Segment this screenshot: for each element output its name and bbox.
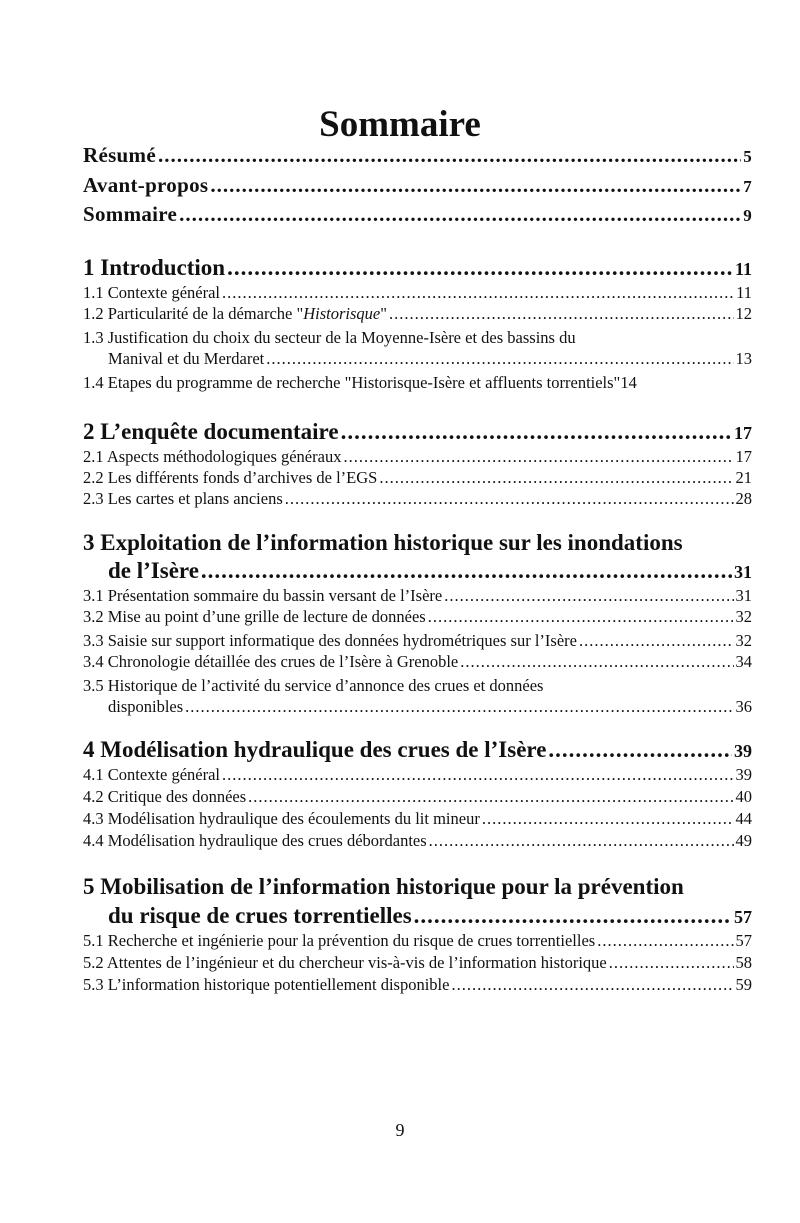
dot-leader [201,556,732,586]
toc-entry-title: 2.1 Aspects méthodologiques généraux [83,446,342,466]
dot-leader [482,808,734,829]
toc-entry-page: 57 [734,907,752,927]
toc-entry-page: 39 [735,764,752,784]
toc-entry-title: 4.1 Contexte général [83,764,220,784]
toc-entry-title: 4.2 Critique des données [83,786,247,806]
toc-entry-title: 5.3 L’information historique potentiellement disponible [83,974,450,994]
dot-leader [548,735,732,765]
toc-entry-page: 14 [620,372,637,392]
dot-leader [222,764,734,785]
dot-leader [451,974,733,995]
dot-leader [428,606,734,627]
dot-leader [227,253,733,283]
toc-entry[interactable] [83,675,752,696]
page-number: 9 [395,1120,405,1140]
dot-leader [343,446,733,467]
dot-leader [341,417,732,447]
dot-leader [444,585,733,606]
toc-entry-title: 3.3 Saisie sur support informatique des données hydrométriques sur l’Isère [83,630,577,650]
dot-leader [285,488,734,509]
toc-entry[interactable] [83,528,752,558]
toc-entry-title: Manival et du Merdaret [108,348,265,368]
toc-entry[interactable] [83,467,752,488]
toc-entry-title: 2 L’enquête documentaire [83,419,339,444]
toc-entry[interactable] [83,830,752,851]
dot-leader [579,630,734,651]
toc-entry[interactable] [108,901,752,932]
toc-entry[interactable] [83,764,752,785]
toc-entry[interactable] [83,201,752,229]
toc-entry-title: du risque de crues torrentielles [108,903,412,928]
toc-entry-title: Avant-propos [83,173,209,197]
dot-leader [414,901,732,931]
toc-entry-title: 1.4 Etapes du programme de recherche "Historisque-Isère et affluents torrentiels" [83,372,621,392]
toc-entry[interactable] [83,974,752,995]
toc-entry[interactable] [83,952,752,973]
toc-entry[interactable] [83,172,752,200]
toc-entry-page: 49 [735,830,752,850]
dot-leader [379,467,733,488]
toc-entry[interactable] [108,696,752,717]
toc-entry-page: 17 [735,446,752,466]
toc-entry[interactable] [83,446,752,467]
toc-entry-page: 40 [735,786,752,806]
toc-entry-page: 59 [735,974,752,994]
toc-entry-title: 5.1 Recherche et ingénierie pour la prévention du risque de crues torrentielles [83,930,596,950]
toc-entry-page: 44 [735,808,752,828]
toc-entry-title: 3.4 Chronologie détaillée des crues de l’Isère à Grenoble [83,651,459,671]
toc-entry-page: 28 [735,488,752,508]
toc-entry-page: 9 [743,206,752,225]
toc-entry[interactable] [83,253,752,284]
toc-entry[interactable] [83,606,752,627]
toc-entry[interactable] [83,786,752,807]
toc-entry[interactable] [108,348,752,369]
toc-entry[interactable] [83,735,752,766]
toc-entry-title: 3.1 Présentation sommaire du bassin versant de l’Isère [83,585,443,605]
toc-entry-page: 12 [735,303,752,323]
toc-entry[interactable] [83,372,752,393]
toc-entry[interactable] [83,872,752,902]
toc-entry-title: Sommaire [83,202,178,226]
toc-entry-page: 17 [734,423,752,443]
toc-entry-page: 21 [735,467,752,487]
toc-entry[interactable] [83,488,752,509]
toc-entry-title: 5 Mobilisation de l’information historique pour la prévention [83,874,684,899]
dot-leader [597,930,733,951]
toc-entry-title: Résumé [83,143,156,167]
toc-entry[interactable] [83,417,752,448]
dot-leader [389,303,734,324]
toc-entry[interactable] [83,630,752,651]
dot-leader [179,201,741,227]
toc-entry-page: 32 [735,606,752,626]
toc-entry-page: 36 [735,696,752,716]
toc-entry[interactable] [83,282,752,303]
toc-entry[interactable] [83,930,752,951]
toc-entry-title: 1.3 Justification du choix du secteur de la Moyenne-Isère et des bassins du [83,327,576,347]
dot-leader [222,282,734,303]
toc-entry[interactable] [83,808,752,829]
toc-entry-page: 11 [734,259,752,279]
dot-leader [158,142,741,168]
dot-leader [210,172,741,198]
toc-entry[interactable] [108,556,752,587]
toc-entry-title: 4 Modélisation hydraulique des crues de l’Isère [83,737,547,762]
toc-entry-page: 5 [743,147,752,166]
toc-entry-title: 5.2 Attentes de l’ingénieur et du chercheur vis-à-vis de l’information historique [83,952,607,972]
toc-entry-page: 34 [735,651,752,671]
toc-entry-title-italic: Historisque [303,303,381,323]
toc-entry-title: disponibles [108,696,184,716]
toc-entry-page: 13 [735,348,752,368]
toc-entry-page: 32 [735,630,752,650]
dot-leader [460,651,733,672]
toc-entry-page: 57 [735,930,752,950]
toc-entry-page: 31 [734,562,752,582]
toc-entry[interactable] [83,327,752,348]
toc-entry[interactable] [83,142,752,170]
toc-entry-page: 11 [736,282,752,302]
toc-entry-title: 2.2 Les différents fonds d’archives de l’EGS [83,467,378,487]
toc-entry-title: 4.4 Modélisation hydraulique des crues débordantes [83,830,427,850]
dot-leader [248,786,733,807]
dot-leader [609,952,734,973]
toc-entry[interactable] [83,585,752,606]
page-title: Sommaire [319,104,481,145]
toc-entry-title: 2.3 Les cartes et plans anciens [83,488,283,508]
dot-leader [266,348,733,369]
toc-entry-title: 1.1 Contexte général [83,282,220,302]
toc-entry[interactable] [83,303,752,324]
toc-entry-title: 4.3 Modélisation hydraulique des écoulements du lit mineur [83,808,480,828]
dot-leader [185,696,733,717]
toc-entry-title: 3.2 Mise au point d’une grille de lecture de données [83,606,426,626]
toc-entry-title: 1 Introduction [83,255,226,280]
toc-entry-title: de l’Isère [108,558,199,583]
toc-entry-page: 39 [734,741,752,761]
toc-entry-title: 3 Exploitation de l’information historique sur les inondations [83,530,683,555]
dot-leader [429,830,734,851]
toc-entry[interactable] [83,651,752,672]
toc-entry-title: 1.2 Particularité de la démarche "Historisque" [83,303,387,323]
toc-entry-page: 31 [735,585,752,605]
toc-entry-page: 58 [735,952,752,972]
toc-entry-page: 7 [743,177,752,196]
toc-entry-title: 3.5 Historique de l’activité du service d’annonce des crues et données [83,675,544,695]
